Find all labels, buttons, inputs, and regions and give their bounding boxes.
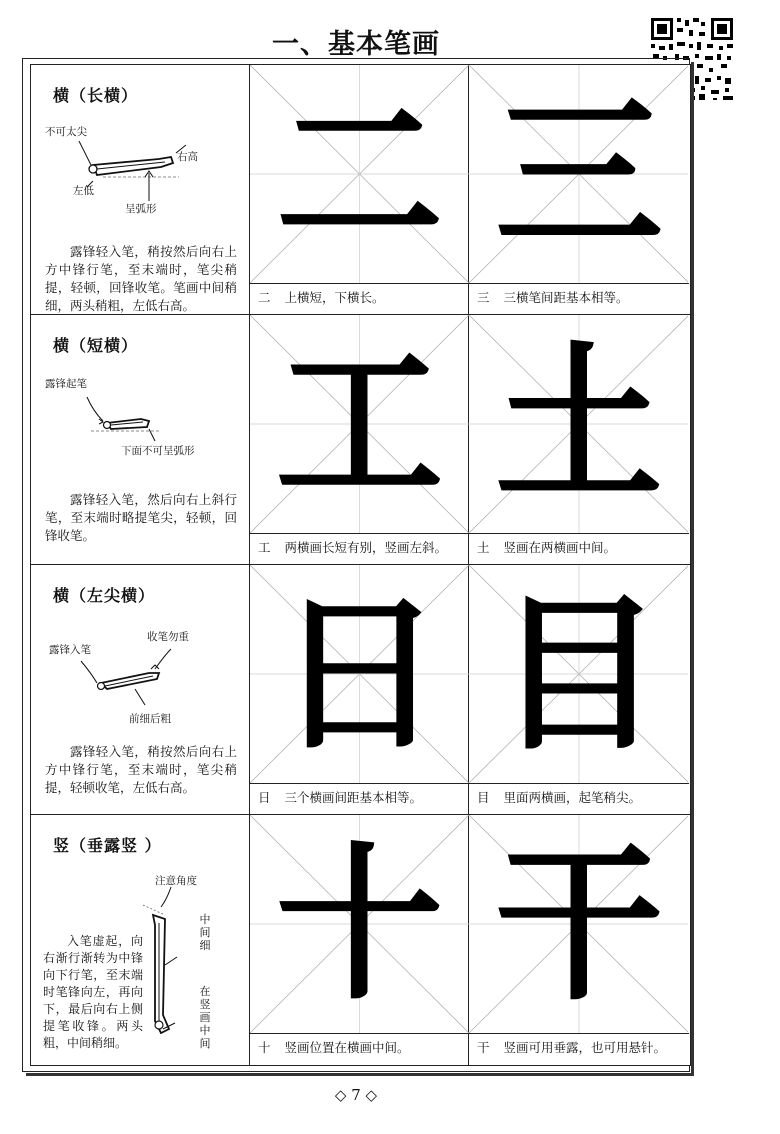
example-cell [250, 315, 469, 564]
example-character: 目 [495, 575, 663, 773]
stroke-explanation [31, 65, 250, 314]
annotation: 不可太尖 [45, 126, 87, 138]
caption-character: 二 [258, 290, 271, 305]
example-cell [250, 565, 469, 814]
example-cell [250, 65, 469, 314]
example-character: 日 [275, 575, 444, 773]
stroke-row [31, 815, 690, 1065]
stroke-description: 露锋轻入笔，然后向右上斜行笔，至末端时略提笔尖，轻顿，回锋收笔。 [45, 492, 237, 543]
example-cell [469, 65, 689, 314]
caption-text: 竖画在两横画中间。 [503, 540, 617, 555]
annotation: 右高 [177, 151, 198, 163]
example-character: 十 [275, 825, 444, 1023]
caption-text: 里面两横画，起笔稍尖。 [503, 790, 642, 805]
example-caption [250, 533, 468, 563]
annotation: 露锋起笔 [45, 378, 87, 390]
stroke-row [31, 315, 690, 565]
stroke-title: 竖（垂露竖 ） [53, 836, 162, 855]
stroke-description: 露锋轻入笔，稍按然后向右上方中锋行笔，至末端时，笔尖稍提，轻顿，回锋收笔。笔画中间稍细，两头稍粗，左低右高。 [45, 244, 237, 313]
annotation: 露锋入笔 [49, 644, 91, 656]
caption-character: 工 [258, 540, 271, 555]
caption-text: 两横画长短有别，竖画左斜。 [284, 540, 448, 555]
example-character: 二 [275, 75, 444, 273]
example-cell [250, 815, 469, 1065]
stroke-title: 横（短横） [53, 336, 139, 355]
stroke-description: 露锋轻入笔，稍按然后向右上方中锋行笔，至末端时，笔尖稍提，轻顿收笔，左低右高。 [45, 744, 237, 795]
stroke-explanation [31, 315, 250, 564]
stroke-row [31, 65, 690, 315]
annotation: 呈弧形 [125, 203, 157, 215]
stroke-explanation [31, 565, 250, 814]
annotation: 下面不可呈弧形 [121, 445, 195, 457]
annotation-vertical: 在竖画中间 [199, 985, 211, 1050]
caption-text: 竖画可用垂露，也可用悬针。 [503, 1040, 667, 1055]
annotation-vertical: 中间细 [199, 913, 211, 952]
example-caption [469, 533, 689, 563]
annotation: 左低 [73, 185, 94, 197]
example-character: 土 [495, 325, 663, 523]
example-character: 三 [495, 75, 663, 273]
stroke-description: 入笔虚起，向右渐行渐转为中锋向下行笔，至末端时笔锋向左，再向下，最后向右上侧提笔收锋。两头粗，中间稍细。 [43, 934, 143, 1050]
caption-character: 三 [477, 290, 490, 305]
example-caption [469, 283, 689, 313]
caption-character: 十 [258, 1040, 271, 1055]
example-character: 工 [275, 325, 444, 523]
example-caption [250, 1033, 468, 1063]
example-character: 干 [495, 825, 663, 1023]
caption-text: 三个横画间距基本相等。 [284, 790, 423, 805]
annotation: 注意角度 [155, 875, 197, 887]
caption-character: 日 [258, 790, 271, 805]
example-caption [469, 1033, 689, 1063]
example-caption [250, 783, 468, 813]
stroke-row [31, 565, 690, 815]
example-cell [469, 815, 689, 1065]
example-cell [469, 315, 689, 564]
caption-text: 竖画位置在横画中间。 [284, 1040, 410, 1055]
caption-character: 目 [477, 790, 490, 805]
annotation: 前细后粗 [129, 713, 171, 725]
content-table [30, 64, 691, 1066]
caption-text: 上横短，下横长。 [284, 290, 385, 305]
example-cell [469, 565, 689, 814]
page-title: 一、基本笔画 [272, 29, 440, 60]
example-caption [469, 783, 689, 813]
caption-text: 三横笔间距基本相等。 [503, 290, 629, 305]
example-caption [250, 283, 468, 313]
caption-character: 土 [477, 540, 490, 555]
stroke-explanation [31, 815, 250, 1065]
stroke-title: 横（长横） [53, 86, 139, 105]
page-number: ◇ 7 ◇ [334, 1086, 378, 1104]
stroke-title: 横（左尖横） [53, 586, 156, 605]
annotation: 收笔勿重 [147, 631, 189, 643]
caption-character: 干 [477, 1040, 490, 1055]
